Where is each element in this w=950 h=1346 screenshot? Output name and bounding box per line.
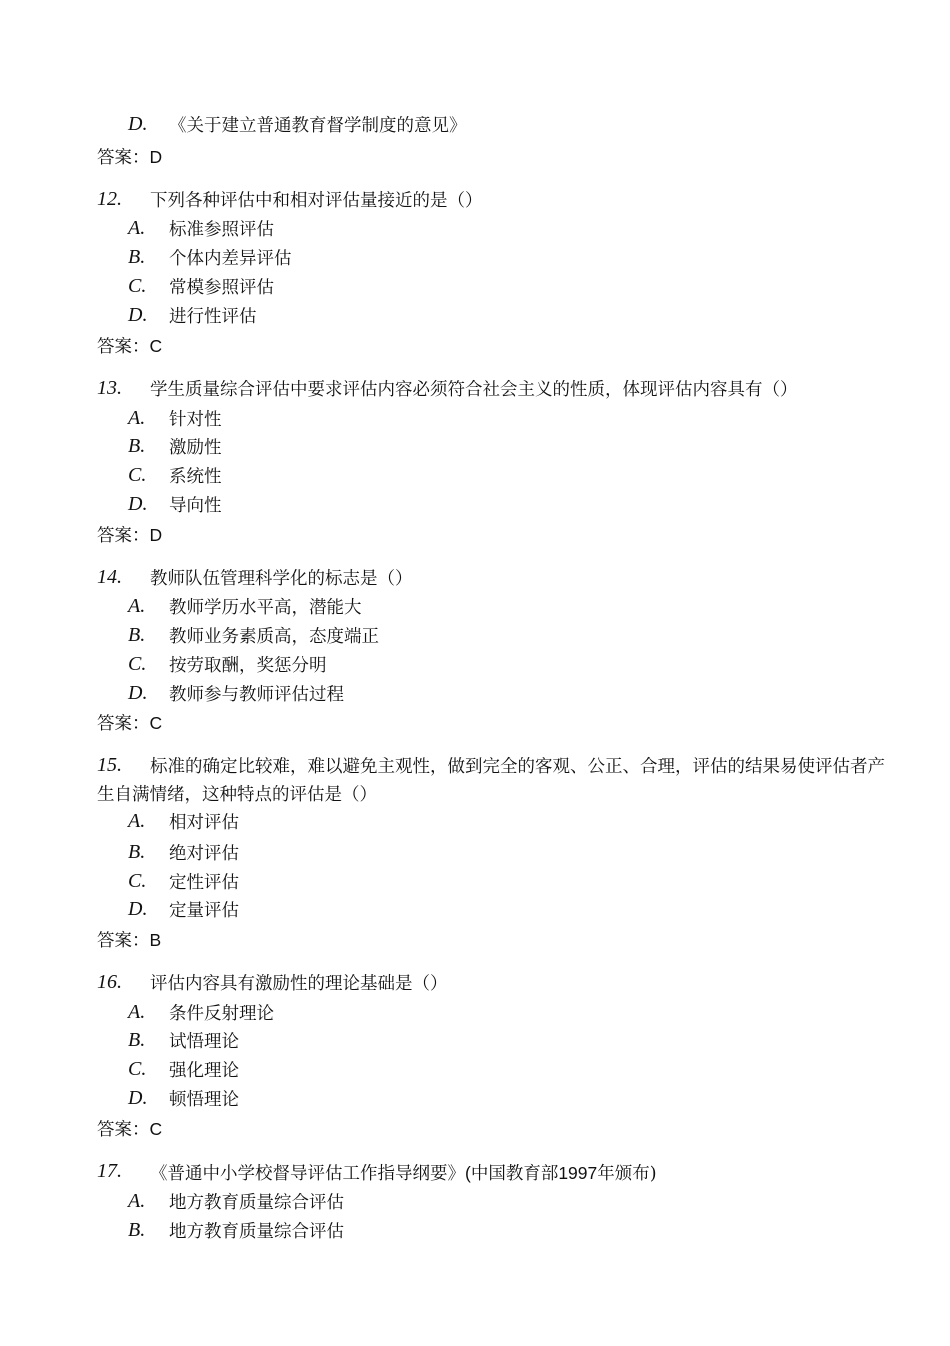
option-text: 绝对评估: [169, 844, 239, 864]
option-text: 地方教育质量综合评估: [169, 1222, 344, 1242]
question-number: 14.: [97, 566, 122, 588]
option-text: 针对性: [169, 410, 222, 430]
option-letter: D.: [128, 1087, 148, 1109]
question-text-year: 1997: [558, 1163, 598, 1183]
answer-label: 答案：: [97, 148, 150, 168]
option-text: 教师参与教师评估过程: [169, 685, 344, 705]
question-number: 12.: [97, 188, 122, 210]
answer-label: 答案：: [97, 526, 150, 546]
question-text: 学生质量综合评估中要求评估内容必须符合社会主义的性质，体现评估内容具有（）: [150, 380, 798, 400]
question-text: [150, 1162, 657, 1185]
option-text: 条件反射理论: [169, 1004, 274, 1024]
answer-value: C: [149, 336, 163, 356]
answer-line: [97, 335, 162, 358]
answer-line: [97, 929, 161, 952]
answer-label: 答案：: [97, 337, 150, 357]
option-letter: B.: [128, 435, 146, 457]
question-number: 16.: [97, 971, 122, 993]
option-letter: A.: [128, 810, 146, 832]
option-text: 标准参照评估: [169, 220, 274, 240]
option-letter: D.: [128, 304, 148, 326]
answer-label: 答案：: [97, 931, 150, 951]
option-letter: A.: [128, 217, 146, 239]
option-text: 激励性: [169, 438, 222, 458]
option-text: 顿悟理论: [169, 1090, 239, 1110]
option-letter: C.: [128, 275, 147, 297]
question-text-title: 《普通中小学校督导评估工作指导纲要》: [150, 1164, 465, 1184]
question-text: 下列各种评估中和相对评估量接近的是（）: [150, 191, 483, 211]
option-text: 导向性: [169, 496, 222, 516]
option-text: 强化理论: [169, 1061, 239, 1081]
answer-value: B: [149, 930, 162, 950]
answer-line: [97, 524, 162, 547]
option-letter: A.: [128, 1190, 146, 1212]
question-text-paren: (中国教育部: [465, 1163, 559, 1183]
option-text: 定性评估: [169, 873, 239, 893]
option-letter: B.: [128, 1219, 146, 1241]
option-text: 地方教育质量综合评估: [169, 1193, 344, 1213]
answer-value: D: [149, 147, 163, 167]
question-number: 15.: [97, 754, 122, 776]
option-text: 相对评估: [169, 813, 239, 833]
option-letter: D.: [128, 113, 148, 135]
option-text: 教师业务素质高，态度端正: [169, 627, 379, 647]
option-letter: A.: [128, 1001, 146, 1023]
option-letter: B.: [128, 246, 146, 268]
question-text-suffix: 年颁布): [597, 1164, 657, 1184]
option-letter: B.: [128, 841, 146, 863]
option-text: 按劳取酬，奖惩分明: [169, 656, 327, 676]
option-letter: A.: [128, 595, 146, 617]
question-text: 标准的确定比较难，难以避免主观性，做到完全的客观、公正、合理，评估的结果易使评估者产生自满情绪，这种特点的评估是（）: [97, 757, 885, 805]
option-letter: D.: [128, 682, 148, 704]
option-text: 试悟理论: [169, 1032, 239, 1052]
option-text: 系统性: [169, 467, 222, 487]
question-text: 教师队伍管理科学化的标志是（）: [150, 569, 413, 589]
question-number: 17.: [97, 1160, 122, 1182]
option-letter: C.: [128, 653, 147, 675]
option-text: 常模参照评估: [169, 278, 274, 298]
answer-value: D: [149, 525, 163, 545]
option-letter: D.: [128, 898, 148, 920]
answer-line: [97, 712, 162, 735]
option-text: 个体内差异评估: [169, 249, 292, 269]
option-letter: B.: [128, 1029, 146, 1051]
option-text: 定量评估: [169, 901, 239, 921]
answer-value: C: [149, 1119, 163, 1139]
question-text: 评估内容具有激励性的理论基础是（）: [150, 974, 448, 994]
answer-label: 答案：: [97, 1120, 150, 1140]
option-letter: C.: [128, 870, 147, 892]
answer-label: 答案：: [97, 714, 150, 734]
answer-value: C: [149, 713, 163, 733]
option-letter: A.: [128, 407, 146, 429]
option-letter: B.: [128, 624, 146, 646]
question-number: 13.: [97, 377, 122, 399]
option-letter: D.: [128, 493, 148, 515]
answer-line: [97, 146, 162, 169]
option-letter: C.: [128, 464, 147, 486]
option-text: 进行性评估: [169, 307, 257, 327]
option-text: 教师学历水平高，潜能大: [169, 598, 362, 618]
answer-line: [97, 1118, 162, 1141]
option-text: 《关于建立普通教育督学制度的意见》: [169, 116, 467, 136]
option-letter: C.: [128, 1058, 147, 1080]
